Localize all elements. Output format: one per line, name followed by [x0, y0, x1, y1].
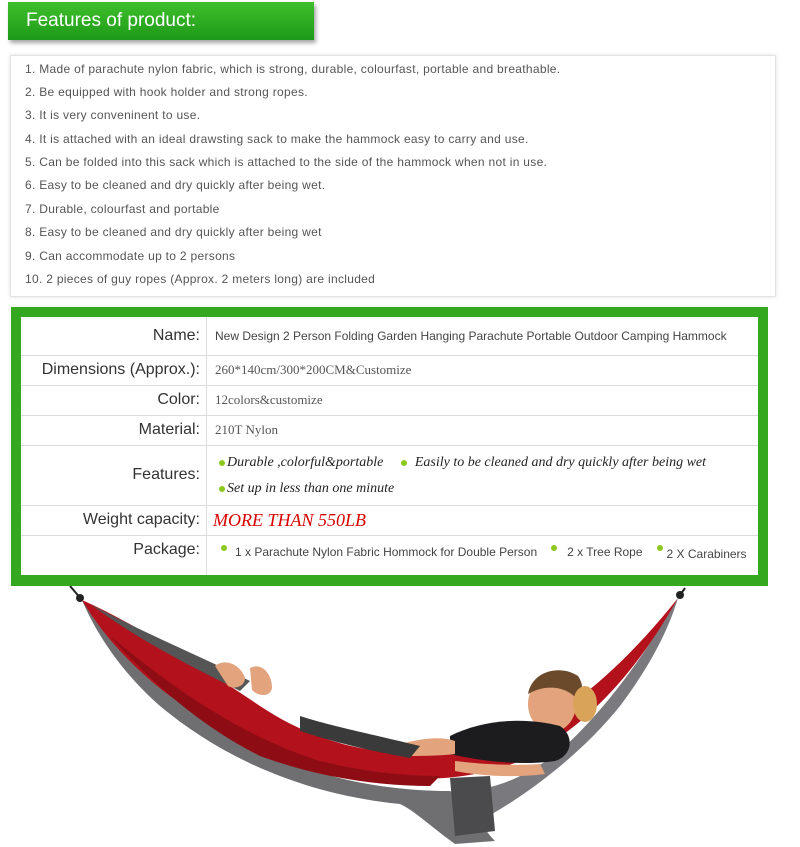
- feature-item: 10. 2 pieces of guy ropes (Approx. 2 meters long) are included: [25, 272, 376, 286]
- spec-value-name: New Design 2 Person Folding Garden Hanging Parachute Portable Outdoor Camping Hammock: [215, 329, 727, 343]
- person-pillow: [573, 686, 597, 722]
- spec-label-features: Features:: [21, 445, 207, 505]
- hammock-photo: [0, 586, 800, 847]
- feature-item: 1. Made of parachute nylon fabric, which is strong, durable, colourfast, portable and breathable.: [25, 62, 561, 76]
- spec-label-weight: Weight capacity:: [21, 505, 207, 535]
- feature-bullet-line-1: [219, 455, 706, 471]
- spec-row-package: [21, 535, 758, 575]
- green-bullet-icon: [657, 545, 663, 551]
- spec-value-package: [221, 535, 758, 585]
- stuff-sack: [450, 776, 495, 836]
- spec-row-material: [21, 415, 758, 446]
- spec-value-color: 12colors&customize: [215, 392, 323, 407]
- package-item: 2 X Carabiners: [666, 547, 747, 561]
- spec-row-name: [21, 317, 758, 356]
- feature-item: 6. Easy to be cleaned and dry quickly after being wet.: [25, 178, 326, 192]
- spec-feature-item: Durable ,colorful&portable: [227, 455, 384, 470]
- package-item: 1 x Parachute Nylon Fabric Hommock for Double Person: [235, 545, 538, 559]
- spec-label-color: Color:: [21, 385, 207, 415]
- feature-item: 9. Can accommodate up to 2 persons: [25, 249, 236, 263]
- features-list-box: [10, 55, 776, 297]
- spec-row-weight: [21, 505, 758, 536]
- spec-feature-item: Easily to be cleaned and dry quickly after being wet: [414, 455, 707, 470]
- spec-table: [21, 317, 758, 575]
- green-bullet-icon: [221, 545, 227, 551]
- feature-bullet-line-2: [219, 481, 394, 497]
- feature-item: 3. It is very conveninent to use.: [25, 108, 201, 122]
- spec-label-name: Name:: [21, 317, 207, 355]
- feature-item: 8. Easy to be cleaned and dry quickly after being wet: [25, 225, 322, 239]
- features-header-banner: [8, 2, 314, 40]
- feature-item: 7. Durable, colourfast and portable: [25, 202, 220, 216]
- spec-value-weight: MORE THAN 550LB: [213, 509, 366, 530]
- feature-item: 4. It is attached with an ideal drawsting sack to make the hammock easy to carry and use.: [25, 132, 529, 146]
- green-bullet-icon: [219, 486, 225, 492]
- spec-label-package: Package:: [21, 535, 207, 575]
- spec-feature-item: Set up in less than one minute: [227, 481, 395, 496]
- green-bullet-icon: [401, 460, 407, 466]
- spec-row-features: [21, 445, 758, 506]
- spec-row-dimensions: [21, 355, 758, 386]
- green-bullet-icon: [219, 460, 225, 466]
- right-carabiner-icon: [676, 591, 684, 599]
- features-header-title: Features of product:: [26, 10, 197, 31]
- feature-item: 2. Be equipped with hook holder and strong ropes.: [25, 85, 308, 99]
- feature-item: 5. Can be folded into this sack which is attached to the side of the hammock when not in use.: [25, 155, 548, 169]
- green-bullet-icon: [551, 545, 557, 551]
- spec-table-frame: [11, 307, 768, 586]
- package-item: 2 x Tree Rope: [567, 545, 643, 559]
- spec-label-dimensions: Dimensions (Approx.):: [21, 355, 207, 385]
- spec-value-dimensions: 260*140cm/300*200CM&Customize: [215, 362, 412, 377]
- spec-label-material: Material:: [21, 415, 207, 445]
- spec-value-material: 210T Nylon: [215, 422, 278, 437]
- spec-row-color: [21, 385, 758, 416]
- spec-value-features: [215, 445, 758, 505]
